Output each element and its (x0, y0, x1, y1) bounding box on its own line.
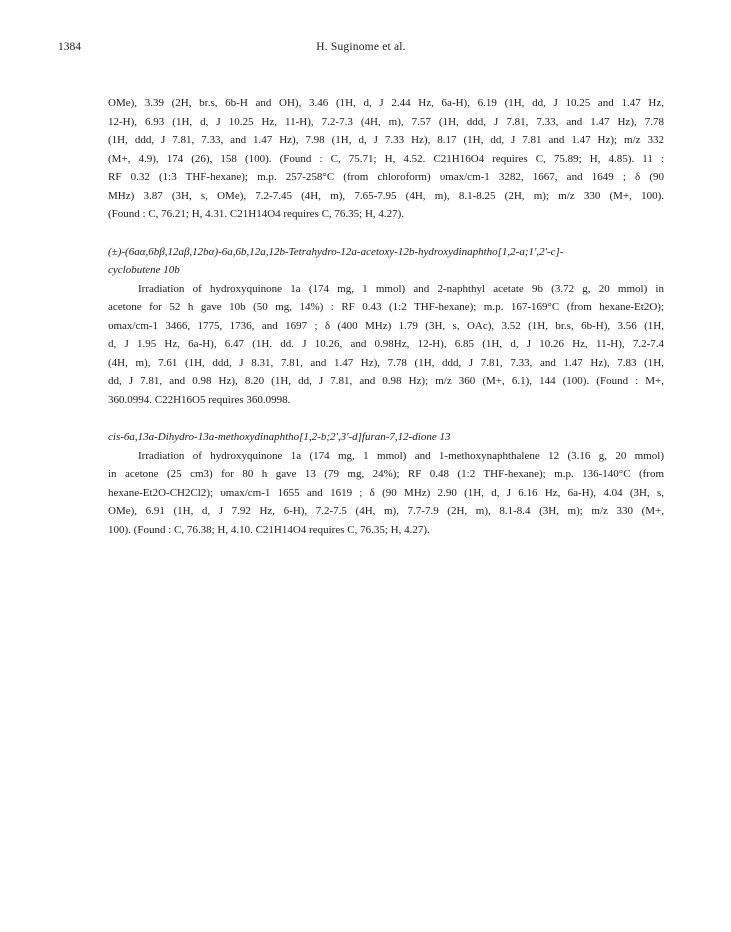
section-paragraph (108, 447, 664, 540)
text-line: 360.0994. C22H16O5 requires 360.0998. (108, 393, 291, 406)
running-head: H. Suginome et al. (316, 41, 406, 53)
text-line: RF 0.32 (1:3 THF-hexane); m.p. 257-258°C (from chloroform) υmax/cm-1 3282, 1667, and 1649 ; δ (90 (108, 171, 664, 183)
title-line: cis-6a,13a-Dihydro-13a-methoxydinaphtho[1,2-b;2',3'-d]furan-7,12-dione 13 (108, 431, 451, 443)
title-line: (±)-(6aα,6bβ,12aβ,12bα)-6a,6b,12a,12b-Tetrahydro-12a-acetoxy-12b-hydroxydinaphtho[1,2-a;1',2'-c]- (108, 245, 564, 258)
continued-paragraph (108, 94, 664, 224)
text-line: 12-H), 6.93 (1H, d, J 10.25 Hz, 11-H), 7.2-7.3 (4H, m), 7.57 (1H, ddd, J 7.81, 7.33, and 1.47 Hz), 7.78 (108, 115, 664, 128)
text-line: 100). (Found : C, 76.38; H, 4.10. C21H14O4 requires C, 76.35; H, 4.27). (108, 523, 430, 536)
text-line: (1H, ddd, J 7.81, 7.33, and 1.47 Hz), 7.98 (1H, d, J 7.33 Hz), 8.17 (1H, dd, J 7.81 and 1.47 Hz); m/z 332 (108, 134, 664, 146)
text-line: acetone for 52 h gave 10b (50 mg, 14%) : RF 0.43 (1:2 THF-hexane); m.p. 167-169°C (from hexane-Et2O); (108, 301, 664, 313)
text-line: dd, J 7.81, and 0.98 Hz), 8.20 (1H, dd, J 7.81, and 0.98 Hz); m/z 360 (M+, 6.1), 144 (100). (Found : M+, (108, 375, 664, 387)
text-line: d, J 1.95 Hz, 6a-H), 6.47 (1H. dd. J 10.26, and 0.98Hz, 12-H), 6.85 (1H, d, J 10.26 Hz, 11-H), 7.2-7.4 (108, 338, 664, 350)
text-line: (4H, m), 7.61 (1H, ddd, J 8.31, 7.81, and 1.47 Hz), 7.78 (1H, ddd, J 7.81, 7.33, and 1.47 Hz), 7.83 (1H, (108, 356, 664, 369)
section-title (108, 243, 664, 280)
section-13 (108, 428, 664, 539)
text-line: υmax/cm-1 3466, 1775, 1736, and 1697 ; δ (400 MHz) 1.79 (3H, s, OAc), 3.52 (1H, br.s, 6b-H), 3.56 (1H, (108, 319, 664, 332)
text-line: (Found : C, 76.21; H, 4.31. C21H14O4 requires C, 76.35; H, 4.27). (108, 208, 405, 220)
section-10b (108, 243, 664, 410)
text-line: (M+, 4.9), 174 (26), 158 (100). (Found : C, 75.71; H, 4.52. C21H16O4 requires C, 75.89; H, 4.85). 11 : (108, 152, 664, 165)
text-line: OMe), 6.91 (1H, d, J 7.92 Hz, 6-H), 7.2-7.5 (4H, m), 7.7-7.9 (2H, m), 8.1-8.4 (3H, m); m/z 330 (M+, (108, 505, 664, 517)
text-line: Irradiation of hydroxyquinone 1a (174 mg, 1 mmol) and 2-naphthyl acetate 9b (3.72 g, 20 mmol) in (138, 282, 664, 295)
title-line: cyclobutene 10b (108, 264, 180, 276)
section-paragraph (108, 280, 664, 410)
section-title (108, 428, 664, 447)
text-line: Irradiation of hydroxyquinone 1a (174 mg, 1 mmol) and 1-methoxynaphthalene 12 (3.16 g, 20 mmol) (138, 449, 664, 462)
page-header (58, 41, 664, 57)
page-number: 1384 (58, 41, 81, 53)
page-body (108, 94, 664, 539)
text-line: in acetone (25 cm3) for 80 h gave 13 (79 mg, 24%); RF 0.48 (1:2 THF-hexane); m.p. 136-140°C (from (108, 468, 664, 480)
text-line: MHz) 3.87 (3H, s, OMe), 7.2-7.45 (4H, m), 7.65-7.95 (4H, m), 8.1-8.25 (2H, m); m/z 330 (M+, 100). (108, 189, 664, 202)
text-line: hexane-Et2O-CH2Cl2); υmax/cm-1 1655 and 1619 ; δ (90 MHz) 2.90 (1H, d, J 6.16 Hz, 6a-H), 4.04 (3H, s, (108, 486, 664, 499)
text-line: OMe), 3.39 (2H, br.s, 6b-H and OH), 3.46 (1H, d, J 2.44 Hz, 6a-H), 6.19 (1H, dd, J 10.25 and 1.47 Hz, (108, 97, 664, 109)
